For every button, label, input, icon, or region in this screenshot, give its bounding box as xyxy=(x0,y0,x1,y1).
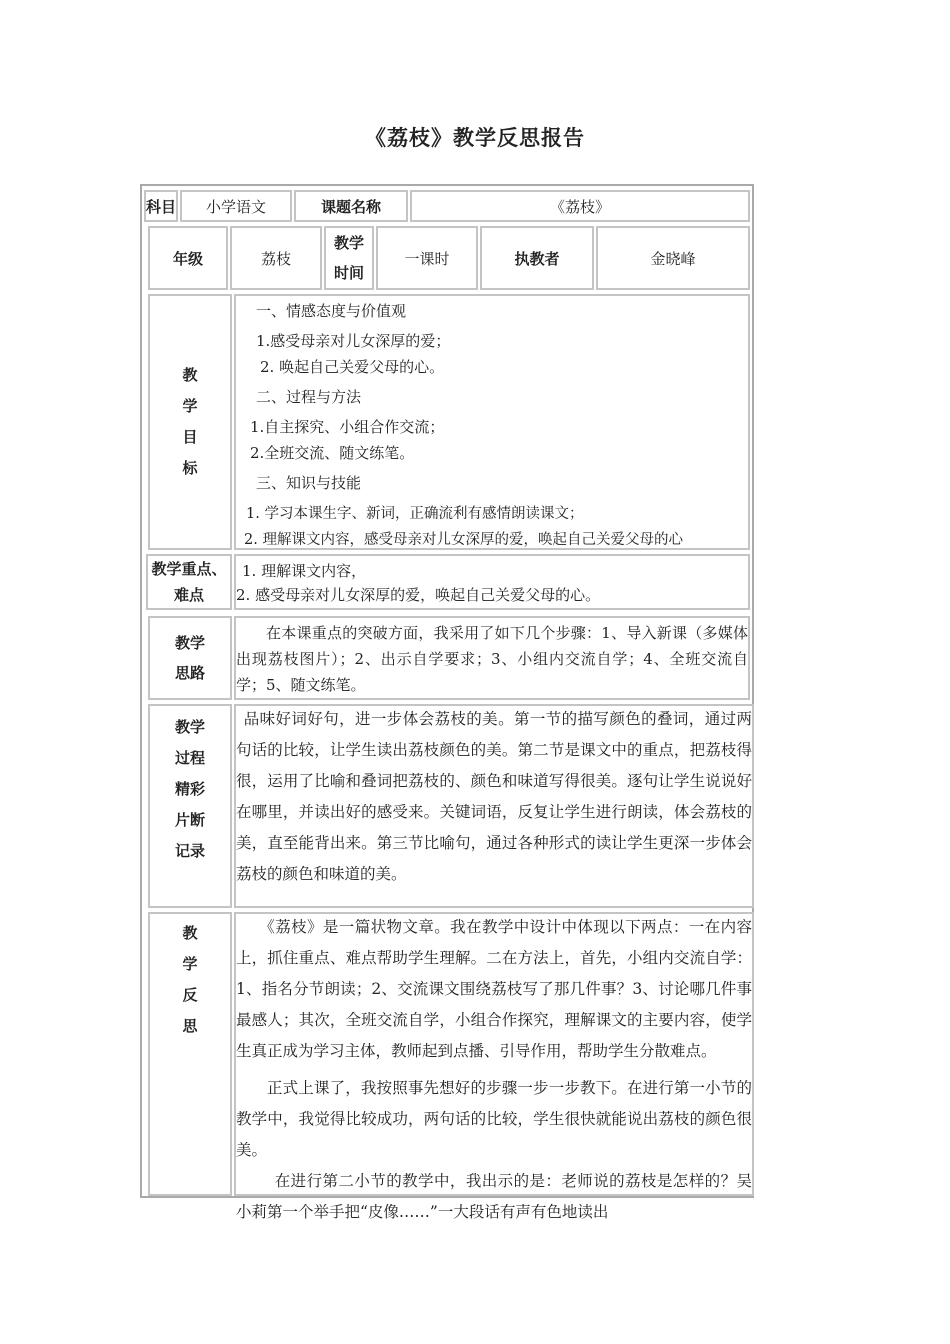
process-content xyxy=(234,704,754,908)
teacher-value: 金晓峰 xyxy=(596,226,750,290)
teaching-time-label: 教学 时间 xyxy=(324,226,374,290)
teaching-time-value: 一课时 xyxy=(376,226,478,290)
approach-text: 在本课重点的突破方面，我采用了如下几个步骤：1、导入新课（多媒体出现荔枝图片）；2、出示自学要求；3、小组内交流自学；4、全班交流自学；5、随文练笔。 xyxy=(236,624,748,694)
objective-line: 2. 理解课文内容，感受母亲对儿女深厚的爱，唤起自己关爱父母的心 xyxy=(244,532,683,548)
process-text: 品味好词好句，进一步体会荔枝的美。第一节的描写颜色的叠词，通过两句话的比较，让学生读出荔枝颜色的美。第二节是课文中的重点，把荔枝得很，运用了比喻和叠词把荔枝的、颜色和味道写得很美。逐句让学生说说好在哪里，并读出好的感受来。关键词语，反复让学生进行朗读，体会荔枝的美，直至能背出来。第三节比喻句，通过各种形式的读让学生更深一步体会荔枝的颜色和味道的美。 xyxy=(236,710,752,883)
objectives-content xyxy=(234,294,750,550)
grade-value: 荔枝 xyxy=(230,226,322,290)
keypoint-line: 1. 理解课文内容， xyxy=(242,562,367,580)
approach-content xyxy=(234,616,750,700)
reflection-paragraph: 在进行第二小节的教学中，我出示的是：老师说的荔枝是怎样的？吴小莉第一个举手把“皮像……”一大段话有声有色地读出 xyxy=(236,1172,752,1221)
keypoint-line: 2. 感受母亲对儿女深厚的爱，唤起自己关爱父母的心。 xyxy=(236,586,601,604)
subject-label: 科目 xyxy=(144,190,178,222)
keypoints-label: 教学重点、 难点 xyxy=(146,554,232,610)
objective-line: 二、过程与方法 xyxy=(256,388,362,406)
grade-label: 年级 xyxy=(148,226,228,290)
reflection-content xyxy=(234,912,754,1221)
topic-label: 课题名称 xyxy=(294,190,408,222)
objective-line: 三、知识与技能 xyxy=(256,474,362,492)
reflection-label: 教 学 反 思 xyxy=(148,912,232,1196)
reflection-paragraph: 正式上课了，我按照事先想好的步骤一步一步教下。在进行第一小节的教学中，我觉得比较成功，两句话的比较，学生很快就能说出荔枝的颜色很美。 xyxy=(236,1079,752,1159)
reflection-paragraph: 《荔枝》是一篇状物文章。我在教学中设计中体现以下两点：一在内容上，抓住重点、难点帮助学生理解。二在方法上，首先，小组内交流自学：1、指名分节朗读；2、交流课文围绕荔枝写了那几件事？3、讨论哪几件事最感人；其次，全班交流自学，小组合作探究，理解课文的主要内容，使学生真正成为学习主体，教师起到点播、引导作用，帮助学生分散难点。 xyxy=(236,918,752,1060)
objective-line: 2.全班交流、随文练笔。 xyxy=(250,444,415,462)
teacher-label: 执教者 xyxy=(480,226,594,290)
objective-line: 一、情感态度与价值观 xyxy=(256,302,407,320)
objective-line: 2. 唤起自己关爱父母的心。 xyxy=(260,358,445,376)
report-table xyxy=(140,184,754,1221)
topic-value: 《荔枝》 xyxy=(410,190,750,222)
objective-line: 1.自主探究、小组合作交流； xyxy=(250,418,445,436)
page-title: 《荔枝》教学反思报告 xyxy=(365,125,585,150)
objective-line: 1.感受母亲对儿女深厚的爱； xyxy=(256,332,451,350)
objective-line: 1. 学习本课生字、新词，正确流利有感情朗读课文； xyxy=(246,506,584,522)
subject-value: 小学语文 xyxy=(180,190,292,222)
approach-label: 教学 思路 xyxy=(148,616,232,700)
keypoints-content xyxy=(234,554,750,610)
process-label: 教学 过程 精彩 片断 记录 xyxy=(148,704,232,908)
objectives-label: 教 学 目 标 xyxy=(148,294,232,550)
